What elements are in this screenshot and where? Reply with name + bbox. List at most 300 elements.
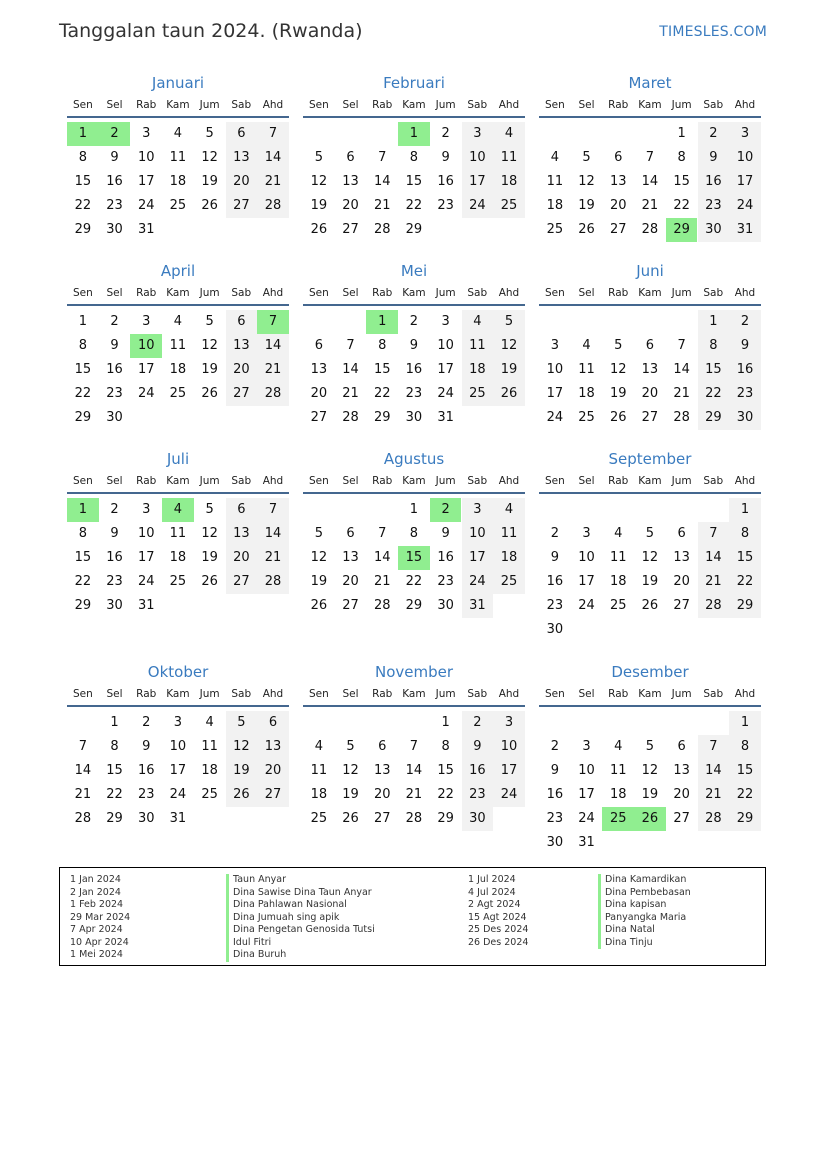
day-cell: 30 — [462, 807, 494, 831]
day-cell: 15 — [106, 763, 123, 778]
day-cell: 2 — [110, 314, 119, 329]
day-cell: 17 — [578, 574, 595, 589]
day-cell: 29 — [74, 222, 92, 237]
day-cell: 12 — [609, 362, 627, 377]
day-cell: 21 — [373, 198, 391, 213]
weekday-label: Ahd — [262, 287, 284, 299]
holiday-legend — [59, 867, 766, 966]
day-cell: 31 — [729, 218, 761, 242]
day-cell: 24 — [137, 198, 155, 213]
day-cell: 19 — [201, 550, 218, 565]
legend-holiday-name: Dina Tinju — [598, 937, 691, 950]
day-cell: 18 — [493, 546, 525, 570]
day-cell: 6 — [314, 338, 323, 353]
day-cell: 18 — [310, 787, 328, 802]
weekday-label: Sab — [703, 475, 724, 487]
day-cell: 31 — [437, 410, 454, 425]
day-cell: 6 — [677, 526, 686, 541]
day-cell: 16 — [405, 362, 423, 377]
day-cell: 27 — [373, 811, 391, 826]
day-cell: 5 — [614, 338, 623, 353]
day-cell: 22 — [74, 198, 92, 213]
weekday-label: Ahd — [262, 475, 284, 487]
day-cell: 29 — [437, 811, 454, 826]
day-cell: 25 — [493, 194, 525, 218]
day-cell: 2 — [698, 122, 730, 146]
day-cell: 12 — [342, 763, 359, 778]
day-cell: 15 — [729, 759, 761, 783]
day-cell: 23 — [106, 198, 123, 213]
calendar-grid — [67, 72, 761, 862]
weekday-label: Kam — [638, 287, 662, 299]
weekday-label: Kam — [166, 688, 190, 700]
day-cell: 28 — [74, 811, 92, 826]
day-cell: 14 — [373, 174, 391, 189]
weekday-header — [303, 94, 525, 118]
day-cell: 17 — [493, 759, 525, 783]
day-cell: 9 — [110, 526, 119, 541]
weekday-header — [67, 94, 289, 118]
day-cell: 17 — [137, 362, 155, 377]
day-cell: 13 — [373, 763, 391, 778]
day-cell: 20 — [226, 358, 258, 382]
day-cell: 29 — [729, 594, 761, 618]
day-cell: 3 — [493, 711, 525, 735]
day-cell: 2 — [441, 126, 450, 141]
day-cell: 18 — [169, 174, 187, 189]
day-cell: 17 — [462, 170, 494, 194]
day-cell: 6 — [226, 498, 258, 522]
day-cell: 12 — [201, 150, 218, 165]
month-name: Agustus — [383, 450, 445, 468]
weekday-label: Jum — [435, 287, 456, 299]
day-cell: 22 — [106, 787, 123, 802]
legend-date: 1 Mei 2024 — [70, 949, 123, 960]
day-cell: 29 — [729, 807, 761, 831]
day-cell: 4 — [173, 126, 183, 141]
day-cell: 16 — [106, 362, 123, 377]
day-cell: 30 — [546, 835, 564, 850]
day-cell: 8 — [78, 526, 87, 541]
day-cell: 18 — [169, 550, 187, 565]
day-cell: 21 — [342, 386, 359, 401]
weekday-label: Kam — [638, 99, 662, 111]
day-cell: 5 — [493, 310, 525, 334]
day-cell: 25 — [169, 386, 187, 401]
day-cell: 2 — [729, 310, 761, 334]
weekday-label: Sab — [231, 475, 252, 487]
day-cell: 1 — [78, 314, 87, 329]
day-cell: 5 — [346, 739, 355, 754]
days-grid — [303, 494, 525, 618]
day-cell: 26 — [310, 598, 328, 613]
day-cell: 10 — [578, 550, 595, 565]
month-name: Maret — [628, 74, 672, 92]
day-cell: 28 — [698, 594, 730, 618]
month-juni — [539, 260, 761, 430]
days-grid — [539, 118, 761, 242]
weekday-label: Jum — [199, 99, 220, 111]
day-cell: 30 — [698, 218, 730, 242]
day-cell: 11 — [493, 146, 525, 170]
weekday-label: Rab — [372, 287, 393, 299]
day-cell: 27 — [310, 410, 328, 425]
weekday-label: Sab — [467, 287, 488, 299]
day-cell: 19 — [342, 787, 359, 802]
month-name: Desember — [611, 663, 689, 681]
weekday-label: Ahd — [498, 287, 520, 299]
day-cell: 16 — [462, 759, 494, 783]
day-cell: 30 — [106, 410, 123, 425]
day-cell: 4 — [614, 526, 623, 541]
day-cell: 10 — [169, 739, 187, 754]
day-cell: 28 — [257, 194, 289, 218]
day-cell: 26 — [226, 783, 258, 807]
legend-date: 2 Agt 2024 — [468, 899, 521, 910]
month-september — [539, 448, 761, 642]
weekday-label: Sen — [544, 99, 565, 111]
day-cell: 9 — [110, 338, 119, 353]
day-cell: 25 — [462, 382, 494, 406]
weekday-label: Ahd — [498, 475, 520, 487]
day-cell: 11 — [609, 550, 627, 565]
weekday-label: Sen — [72, 475, 93, 487]
day-cell: 6 — [378, 739, 387, 754]
legend-holiday-name: Dina Natal — [598, 924, 691, 937]
day-cell: 16 — [546, 574, 564, 589]
day-cell: 30 — [546, 622, 564, 637]
legend-holiday-name: Dina Jumuah sing apik — [226, 912, 375, 925]
month-februari — [303, 72, 525, 242]
day-cell: 24 — [462, 570, 494, 594]
day-cell: 11 — [578, 362, 595, 377]
legend-holiday-name: Dina Kamardikan — [598, 874, 691, 887]
legend-date: 4 Jul 2024 — [468, 886, 516, 898]
day-cell: 21 — [74, 787, 92, 802]
legend-holiday-name: Dina Pahlawan Nasional — [226, 899, 375, 912]
day-cell: 18 — [609, 574, 627, 589]
day-cell: 3 — [729, 122, 761, 146]
day-cell: 7 — [257, 122, 289, 146]
day-cell: 24 — [137, 574, 155, 589]
weekday-label: Rab — [136, 475, 157, 487]
day-cell: 4 — [614, 739, 623, 754]
weekday-label: Jum — [199, 287, 220, 299]
legend-date: 7 Apr 2024 — [70, 924, 123, 935]
holiday-day-cell: 1 — [366, 310, 398, 334]
day-cell: 11 — [310, 763, 328, 778]
legend-date: 1 Jan 2024 — [70, 874, 121, 885]
days-grid — [539, 306, 761, 430]
day-cell: 5 — [205, 502, 214, 517]
weekday-header — [67, 683, 289, 707]
day-cell: 23 — [437, 198, 454, 213]
day-cell: 24 — [137, 386, 155, 401]
day-cell: 20 — [641, 386, 659, 401]
legend-date: 10 Apr 2024 — [70, 936, 129, 948]
day-cell: 22 — [405, 198, 423, 213]
day-cell: 4 — [493, 498, 525, 522]
day-cell: 15 — [437, 763, 454, 778]
weekday-label: Rab — [136, 287, 157, 299]
weekday-label: Kam — [638, 688, 662, 700]
day-cell: 10 — [462, 522, 494, 546]
day-cell: 11 — [169, 526, 187, 541]
day-cell: 2 — [110, 502, 119, 517]
weekday-label: Sen — [72, 99, 93, 111]
day-cell: 28 — [673, 410, 690, 425]
day-cell: 18 — [462, 358, 494, 382]
legend-holiday-name: Dina Pengetan Genosida Tutsi — [226, 924, 375, 937]
day-cell: 14 — [698, 759, 730, 783]
day-cell: 7 — [346, 338, 355, 353]
legend-date: 2 Jan 2024 — [70, 886, 121, 898]
day-cell: 22 — [405, 574, 423, 589]
day-cell: 20 — [257, 759, 289, 783]
legend-holiday-name: Dina kapisan — [598, 899, 691, 912]
day-cell: 7 — [698, 522, 730, 546]
day-cell: 31 — [462, 594, 494, 618]
holiday-day-cell: 1 — [67, 122, 99, 146]
day-cell: 24 — [437, 386, 454, 401]
weekday-label: Sel — [106, 287, 123, 299]
day-cell: 1 — [729, 711, 761, 735]
day-cell: 27 — [641, 410, 659, 425]
day-cell: 23 — [546, 598, 564, 613]
weekday-label: Ahd — [734, 688, 756, 700]
weekday-label: Ahd — [262, 99, 284, 111]
day-cell: 30 — [137, 811, 155, 826]
day-cell: 20 — [342, 198, 359, 213]
day-cell: 7 — [378, 150, 387, 165]
weekday-label: Sen — [72, 688, 93, 700]
day-cell: 28 — [373, 598, 391, 613]
weekday-label: Sab — [703, 688, 724, 700]
weekday-label: Rab — [608, 475, 629, 487]
day-cell: 22 — [74, 574, 92, 589]
day-cell: 6 — [614, 150, 623, 165]
day-cell: 25 — [169, 198, 187, 213]
month-name: April — [160, 262, 196, 280]
day-cell: 17 — [137, 550, 155, 565]
day-cell: 17 — [169, 763, 187, 778]
day-cell: 23 — [437, 574, 454, 589]
month-mei — [303, 260, 525, 430]
day-cell: 25 — [609, 598, 627, 613]
day-cell: 13 — [226, 146, 258, 170]
legend-names-column — [226, 874, 375, 962]
weekday-label: Sab — [467, 99, 488, 111]
weekday-label: Rab — [372, 688, 393, 700]
weekday-label: Sel — [106, 475, 123, 487]
day-cell: 8 — [729, 735, 761, 759]
day-cell: 12 — [641, 550, 659, 565]
day-cell: 15 — [405, 174, 423, 189]
day-cell: 20 — [373, 787, 391, 802]
day-cell: 24 — [729, 194, 761, 218]
weekday-header — [303, 683, 525, 707]
weekday-label: Sen — [308, 287, 329, 299]
weekday-header — [67, 282, 289, 306]
legend-date: 1 Jul 2024 — [468, 874, 516, 885]
day-cell: 21 — [698, 570, 730, 594]
day-cell: 17 — [578, 787, 595, 802]
weekday-label: Rab — [372, 99, 393, 111]
day-cell: 8 — [78, 338, 87, 353]
day-cell: 10 — [493, 735, 525, 759]
day-cell: 18 — [493, 170, 525, 194]
day-cell: 25 — [201, 787, 218, 802]
month-name: Juli — [166, 450, 190, 468]
day-cell: 27 — [342, 598, 359, 613]
day-cell: 9 — [729, 334, 761, 358]
weekday-header — [303, 470, 525, 494]
day-cell: 1 — [441, 715, 450, 730]
day-cell: 6 — [677, 739, 686, 754]
day-cell: 30 — [405, 410, 423, 425]
day-cell: 23 — [405, 386, 423, 401]
day-cell: 27 — [342, 222, 359, 237]
brand-link[interactable]: TIMESLES.COM — [659, 24, 767, 40]
day-cell: 16 — [437, 550, 454, 565]
day-cell: 5 — [582, 150, 591, 165]
weekday-header — [539, 683, 761, 707]
day-cell: 12 — [310, 550, 328, 565]
legend-names-column — [598, 874, 691, 949]
day-cell: 26 — [641, 598, 659, 613]
day-cell: 26 — [310, 222, 328, 237]
day-cell: 16 — [137, 763, 155, 778]
day-cell: 10 — [578, 763, 595, 778]
day-cell: 11 — [201, 739, 218, 754]
day-cell: 9 — [698, 146, 730, 170]
weekday-label: Sel — [106, 688, 123, 700]
weekday-label: Kam — [166, 475, 190, 487]
day-cell: 17 — [729, 170, 761, 194]
weekday-label: Kam — [402, 99, 426, 111]
day-cell: 24 — [578, 598, 595, 613]
day-cell: 27 — [673, 598, 690, 613]
day-cell: 12 — [201, 338, 218, 353]
day-cell: 15 — [74, 362, 92, 377]
day-cell: 18 — [201, 763, 218, 778]
day-cell: 27 — [609, 222, 627, 237]
day-cell: 19 — [641, 787, 659, 802]
day-cell: 2 — [550, 526, 559, 541]
day-cell: 23 — [729, 382, 761, 406]
day-cell: 8 — [409, 526, 419, 541]
day-cell: 24 — [493, 783, 525, 807]
month-april — [67, 260, 289, 430]
day-cell: 19 — [226, 759, 258, 783]
weekday-label: Jum — [199, 688, 220, 700]
day-cell: 6 — [645, 338, 655, 353]
weekday-label: Sen — [544, 688, 565, 700]
weekday-label: Sel — [578, 475, 595, 487]
day-cell: 15 — [373, 362, 391, 377]
day-cell: 9 — [441, 150, 450, 165]
day-cell: 10 — [137, 150, 155, 165]
legend-date: 1 Feb 2024 — [70, 899, 124, 910]
day-cell: 8 — [110, 739, 119, 754]
day-cell: 31 — [169, 811, 187, 826]
day-cell: 2 — [409, 314, 419, 329]
day-cell: 28 — [257, 570, 289, 594]
weekday-label: Ahd — [498, 688, 520, 700]
days-grid — [67, 306, 289, 430]
day-cell: 25 — [169, 574, 187, 589]
day-cell: 7 — [78, 739, 87, 754]
legend-date: 26 Des 2024 — [468, 936, 529, 948]
day-cell: 20 — [226, 546, 258, 570]
day-cell: 3 — [441, 314, 450, 329]
day-cell: 21 — [257, 546, 289, 570]
day-cell: 14 — [257, 146, 289, 170]
day-cell: 29 — [106, 811, 123, 826]
legend-dates-column — [468, 874, 528, 949]
day-cell: 4 — [550, 150, 559, 165]
weekday-label: Jum — [671, 475, 692, 487]
day-cell: 15 — [74, 174, 92, 189]
day-cell: 22 — [437, 787, 454, 802]
day-cell: 13 — [673, 763, 690, 778]
day-cell: 14 — [673, 362, 690, 377]
day-cell: 16 — [437, 174, 454, 189]
day-cell: 30 — [729, 406, 761, 430]
day-cell: 19 — [310, 198, 328, 213]
day-cell: 2 — [550, 739, 559, 754]
day-cell: 3 — [550, 338, 559, 353]
day-cell: 26 — [578, 222, 595, 237]
day-cell: 9 — [142, 739, 151, 754]
day-cell: 29 — [74, 598, 92, 613]
weekday-label: Sen — [308, 688, 329, 700]
day-cell: 31 — [137, 598, 155, 613]
weekday-label: Rab — [136, 99, 157, 111]
weekday-label: Kam — [402, 287, 426, 299]
day-cell: 21 — [698, 783, 730, 807]
day-cell: 10 — [729, 146, 761, 170]
day-cell: 4 — [173, 314, 183, 329]
day-cell: 19 — [609, 386, 627, 401]
day-cell: 1 — [729, 498, 761, 522]
day-cell: 25 — [310, 811, 328, 826]
day-cell: 5 — [645, 739, 655, 754]
day-cell: 20 — [226, 170, 258, 194]
day-cell: 28 — [641, 222, 659, 237]
legend-holiday-name: Dina Buruh — [226, 949, 375, 962]
day-cell: 20 — [310, 386, 328, 401]
day-cell: 8 — [378, 338, 387, 353]
month-name: September — [608, 450, 692, 468]
day-cell: 29 — [405, 222, 423, 237]
weekday-label: Sab — [231, 688, 252, 700]
month-name: Mei — [400, 262, 428, 280]
weekday-label: Kam — [402, 688, 426, 700]
day-cell: 4 — [314, 739, 323, 754]
weekday-label: Ahd — [262, 688, 284, 700]
day-cell: 23 — [106, 386, 123, 401]
weekday-label: Jum — [435, 99, 456, 111]
day-cell: 13 — [226, 334, 258, 358]
day-cell: 11 — [546, 174, 564, 189]
month-name: Januari — [151, 74, 205, 92]
day-cell: 31 — [578, 835, 595, 850]
day-cell: 21 — [405, 787, 423, 802]
day-cell: 28 — [405, 811, 423, 826]
holiday-day-cell: 29 — [666, 218, 698, 242]
day-cell: 23 — [462, 783, 494, 807]
